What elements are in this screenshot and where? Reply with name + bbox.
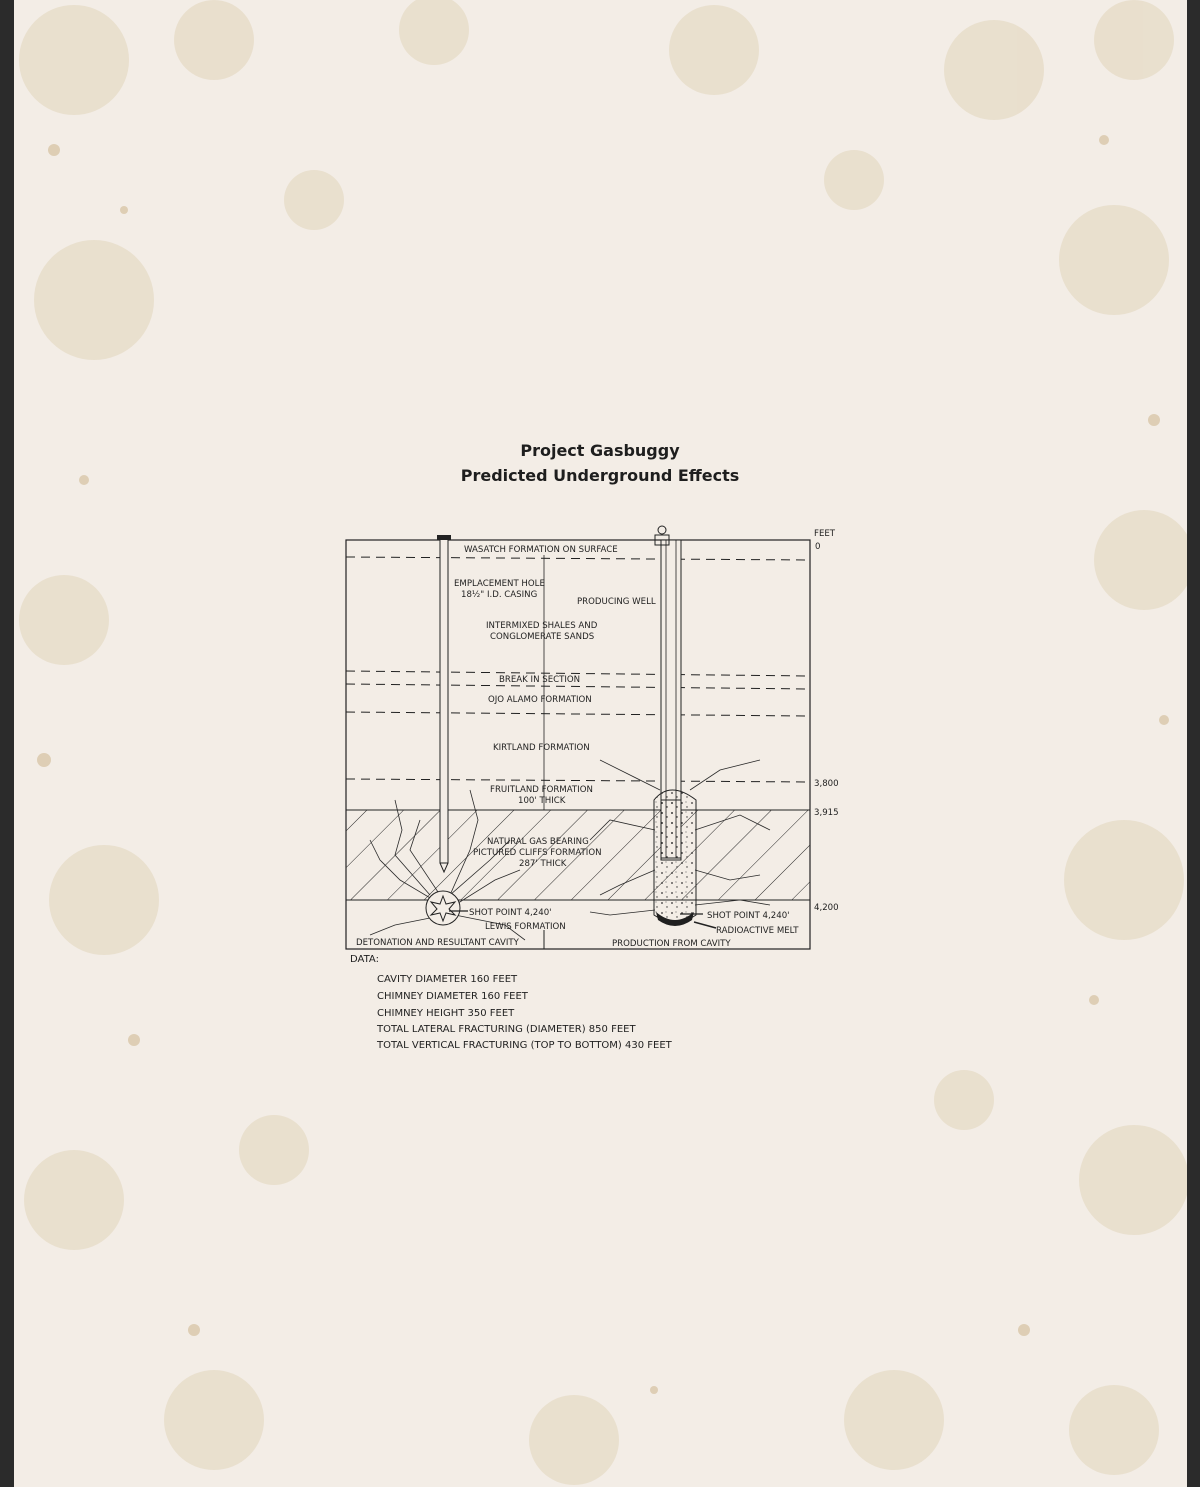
title-line-2: Predicted Underground Effects [460, 466, 740, 485]
label-shales-1: INTERMIXED SHALES AND [486, 621, 598, 631]
label-gas-1: NATURAL GAS BEARING [487, 837, 589, 847]
depth-marker-0: 0 [815, 542, 821, 552]
data-line-chimney-diameter: CHIMNEY DIAMETER 160 FEET [377, 991, 528, 1002]
label-shales-2: CONGLOMERATE SANDS [490, 632, 595, 642]
label-shot-point-left: SHOT POINT 4,240' [469, 908, 552, 918]
label-emplacement-hole-2: 18½" I.D. CASING [461, 590, 538, 600]
data-line-lateral-fracturing: TOTAL LATERAL FRACTURING (DIAMETER) 850 FEET [377, 1024, 636, 1035]
depth-marker-3915: 3,915 [814, 808, 839, 818]
data-heading: DATA: [350, 954, 379, 965]
label-gas-2: PICTURED CLIFFS FORMATION [473, 848, 602, 858]
label-break: BREAK IN SECTION [499, 675, 581, 685]
data-line-vertical-fracturing: TOTAL VERTICAL FRACTURING (TOP TO BOTTOM) 430 FEET [377, 1040, 672, 1051]
title-line-1: Project Gasbuggy [520, 441, 680, 460]
label-producing-well: PRODUCING WELL [577, 597, 656, 607]
label-shot-point-right: SHOT POINT 4,240' [707, 911, 790, 921]
label-surface: WASATCH FORMATION ON SURFACE [464, 545, 618, 555]
label-fruitland-1: FRUITLAND FORMATION [490, 785, 593, 795]
caption-right: PRODUCTION FROM CAVITY [612, 939, 731, 949]
label-gas-3: 287' THICK [519, 859, 567, 869]
label-fruitland-2: 100' THICK [518, 796, 566, 806]
label-radioactive-melt: RADIOACTIVE MELT [716, 926, 799, 936]
label-lewis: LEWIS FORMATION [485, 922, 566, 932]
label-kirtland: KIRTLAND FORMATION [493, 743, 590, 753]
data-line-chimney-height: CHIMNEY HEIGHT 350 FEET [377, 1008, 515, 1019]
emplacement-hole-casing [440, 538, 448, 863]
wellhead-icon [658, 526, 666, 534]
caption-left: DETONATION AND RESULTANT CAVITY [356, 938, 519, 948]
depth-marker-3800: 3,800 [814, 779, 839, 789]
data-line-cavity-diameter: CAVITY DIAMETER 160 FEET [377, 974, 518, 985]
label-ojo-alamo: OJO ALAMO FORMATION [488, 695, 592, 705]
depth-unit: FEET [814, 529, 836, 539]
label-emplacement-hole-1: EMPLACEMENT HOLE [454, 579, 545, 589]
depth-marker-4200: 4,200 [814, 903, 839, 913]
